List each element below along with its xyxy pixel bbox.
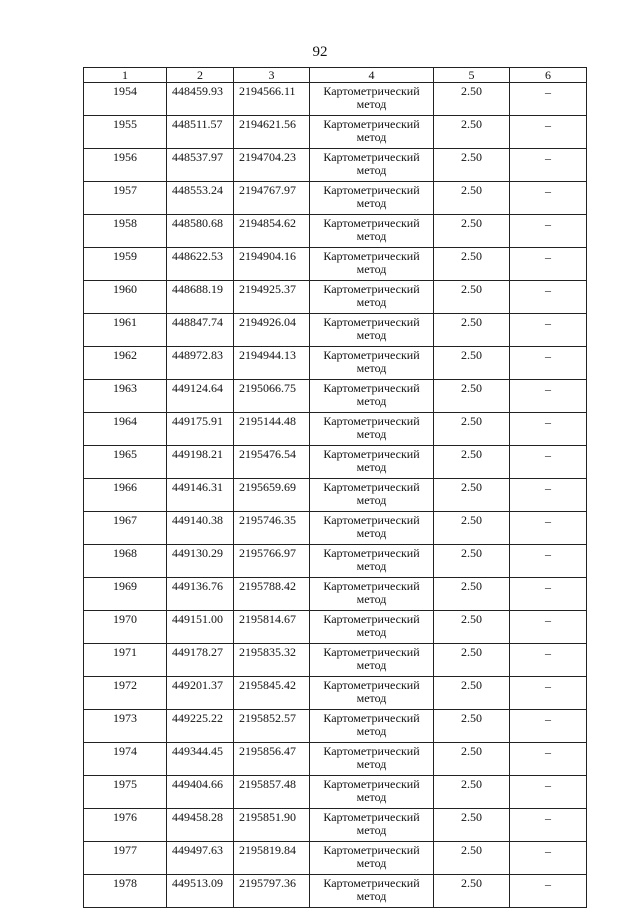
- x-coordinate-cell: 449151.00: [167, 611, 234, 644]
- table-row: [84, 611, 587, 644]
- y-coordinate-cell: 2194566.11: [234, 83, 310, 116]
- table-row: [84, 347, 587, 380]
- note-cell: –: [510, 611, 587, 644]
- method-cell: Картометрический метод: [310, 413, 434, 446]
- accuracy-cell: 2.50: [434, 776, 510, 809]
- header-cell-5: 5: [434, 68, 510, 83]
- accuracy-cell: 2.50: [434, 281, 510, 314]
- header-cell-6: 6: [510, 68, 587, 83]
- accuracy-cell: 2.50: [434, 248, 510, 281]
- accuracy-cell: 2.50: [434, 611, 510, 644]
- accuracy-cell: 2.50: [434, 842, 510, 875]
- coordinates-table: [83, 67, 587, 908]
- x-coordinate-cell: 449497.63: [167, 842, 234, 875]
- method-cell: Картометрический метод: [310, 677, 434, 710]
- y-coordinate-cell: 2194944.13: [234, 347, 310, 380]
- note-cell: –: [510, 809, 587, 842]
- point-number-cell: 1978: [84, 875, 167, 908]
- y-coordinate-cell: 2195797.36: [234, 875, 310, 908]
- x-coordinate-cell: 448622.53: [167, 248, 234, 281]
- point-number-cell: 1966: [84, 479, 167, 512]
- y-coordinate-cell: 2195851.90: [234, 809, 310, 842]
- header-cell-4: 4: [310, 68, 434, 83]
- note-cell: –: [510, 677, 587, 710]
- x-coordinate-cell: 449225.22: [167, 710, 234, 743]
- point-number-cell: 1971: [84, 644, 167, 677]
- x-coordinate-cell: 448688.19: [167, 281, 234, 314]
- accuracy-cell: 2.50: [434, 479, 510, 512]
- x-coordinate-cell: 449458.28: [167, 809, 234, 842]
- note-cell: –: [510, 413, 587, 446]
- x-coordinate-cell: 448553.24: [167, 182, 234, 215]
- method-cell: Картометрический метод: [310, 776, 434, 809]
- accuracy-cell: 2.50: [434, 512, 510, 545]
- y-coordinate-cell: 2195659.69: [234, 479, 310, 512]
- note-cell: –: [510, 644, 587, 677]
- note-cell: –: [510, 215, 587, 248]
- x-coordinate-cell: 449140.38: [167, 512, 234, 545]
- method-cell: Картометрический метод: [310, 743, 434, 776]
- accuracy-cell: 2.50: [434, 545, 510, 578]
- point-number-cell: 1957: [84, 182, 167, 215]
- point-number-cell: 1961: [84, 314, 167, 347]
- header-cell-3: 3: [234, 68, 310, 83]
- table-header: [84, 68, 587, 83]
- point-number-cell: 1968: [84, 545, 167, 578]
- point-number-cell: 1955: [84, 116, 167, 149]
- note-cell: –: [510, 446, 587, 479]
- accuracy-cell: 2.50: [434, 413, 510, 446]
- y-coordinate-cell: 2195746.35: [234, 512, 310, 545]
- note-cell: –: [510, 314, 587, 347]
- point-number-cell: 1963: [84, 380, 167, 413]
- x-coordinate-cell: 448972.83: [167, 347, 234, 380]
- x-coordinate-cell: 448847.74: [167, 314, 234, 347]
- point-number-cell: 1970: [84, 611, 167, 644]
- method-cell: Картометрический метод: [310, 710, 434, 743]
- y-coordinate-cell: 2194904.16: [234, 248, 310, 281]
- table-row: [84, 413, 587, 446]
- note-cell: –: [510, 281, 587, 314]
- table-row: [84, 116, 587, 149]
- table-row: [84, 182, 587, 215]
- x-coordinate-cell: 449513.09: [167, 875, 234, 908]
- method-cell: Картометрический метод: [310, 380, 434, 413]
- x-coordinate-cell: 449178.27: [167, 644, 234, 677]
- x-coordinate-cell: 449175.91: [167, 413, 234, 446]
- x-coordinate-cell: 448537.97: [167, 149, 234, 182]
- method-cell: Картометрический метод: [310, 248, 434, 281]
- table-row: [84, 314, 587, 347]
- table-row: [84, 281, 587, 314]
- note-cell: –: [510, 875, 587, 908]
- accuracy-cell: 2.50: [434, 578, 510, 611]
- accuracy-cell: 2.50: [434, 644, 510, 677]
- point-number-cell: 1976: [84, 809, 167, 842]
- point-number-cell: 1954: [84, 83, 167, 116]
- accuracy-cell: 2.50: [434, 446, 510, 479]
- point-number-cell: 1960: [84, 281, 167, 314]
- y-coordinate-cell: 2195852.57: [234, 710, 310, 743]
- table-row: [84, 479, 587, 512]
- x-coordinate-cell: 449136.76: [167, 578, 234, 611]
- y-coordinate-cell: 2195856.47: [234, 743, 310, 776]
- accuracy-cell: 2.50: [434, 215, 510, 248]
- note-cell: –: [510, 347, 587, 380]
- y-coordinate-cell: 2194926.04: [234, 314, 310, 347]
- table-row: [84, 710, 587, 743]
- accuracy-cell: 2.50: [434, 710, 510, 743]
- x-coordinate-cell: 449124.64: [167, 380, 234, 413]
- method-cell: Картометрический метод: [310, 347, 434, 380]
- table-row: [84, 83, 587, 116]
- accuracy-cell: 2.50: [434, 743, 510, 776]
- table-row: [84, 776, 587, 809]
- accuracy-cell: 2.50: [434, 347, 510, 380]
- table-row: [84, 875, 587, 908]
- x-coordinate-cell: 448511.57: [167, 116, 234, 149]
- x-coordinate-cell: 449146.31: [167, 479, 234, 512]
- method-cell: Картометрический метод: [310, 479, 434, 512]
- method-cell: Картометрический метод: [310, 83, 434, 116]
- x-coordinate-cell: 449201.37: [167, 677, 234, 710]
- note-cell: –: [510, 479, 587, 512]
- page-number: 92: [312, 44, 328, 60]
- note-cell: –: [510, 578, 587, 611]
- point-number-cell: 1974: [84, 743, 167, 776]
- note-cell: –: [510, 776, 587, 809]
- x-coordinate-cell: 448459.93: [167, 83, 234, 116]
- point-number-cell: 1959: [84, 248, 167, 281]
- table-row: [84, 842, 587, 875]
- method-cell: Картометрический метод: [310, 116, 434, 149]
- header-row: [84, 68, 587, 83]
- method-cell: Картометрический метод: [310, 512, 434, 545]
- table-body: [84, 83, 587, 908]
- y-coordinate-cell: 2195845.42: [234, 677, 310, 710]
- y-coordinate-cell: 2195066.75: [234, 380, 310, 413]
- point-number-cell: 1958: [84, 215, 167, 248]
- method-cell: Картометрический метод: [310, 149, 434, 182]
- method-cell: Картометрический метод: [310, 182, 434, 215]
- method-cell: Картометрический метод: [310, 611, 434, 644]
- point-number-cell: 1967: [84, 512, 167, 545]
- x-coordinate-cell: 449344.45: [167, 743, 234, 776]
- y-coordinate-cell: 2195788.42: [234, 578, 310, 611]
- table-row: [84, 215, 587, 248]
- y-coordinate-cell: 2194925.37: [234, 281, 310, 314]
- point-number-cell: 1965: [84, 446, 167, 479]
- note-cell: –: [510, 545, 587, 578]
- accuracy-cell: 2.50: [434, 875, 510, 908]
- note-cell: –: [510, 710, 587, 743]
- note-cell: –: [510, 116, 587, 149]
- header-cell-1: 1: [84, 68, 167, 83]
- point-number-cell: 1975: [84, 776, 167, 809]
- table-row: [84, 644, 587, 677]
- x-coordinate-cell: 449130.29: [167, 545, 234, 578]
- accuracy-cell: 2.50: [434, 149, 510, 182]
- y-coordinate-cell: 2194704.23: [234, 149, 310, 182]
- note-cell: –: [510, 83, 587, 116]
- y-coordinate-cell: 2195766.97: [234, 545, 310, 578]
- table-row: [84, 743, 587, 776]
- note-cell: –: [510, 743, 587, 776]
- point-number-cell: 1956: [84, 149, 167, 182]
- table-row: [84, 809, 587, 842]
- method-cell: Картометрический метод: [310, 875, 434, 908]
- y-coordinate-cell: 2195857.48: [234, 776, 310, 809]
- point-number-cell: 1969: [84, 578, 167, 611]
- method-cell: Картометрический метод: [310, 545, 434, 578]
- table-row: [84, 677, 587, 710]
- note-cell: –: [510, 149, 587, 182]
- y-coordinate-cell: 2195835.32: [234, 644, 310, 677]
- accuracy-cell: 2.50: [434, 809, 510, 842]
- accuracy-cell: 2.50: [434, 182, 510, 215]
- note-cell: –: [510, 842, 587, 875]
- y-coordinate-cell: 2195819.84: [234, 842, 310, 875]
- x-coordinate-cell: 449198.21: [167, 446, 234, 479]
- note-cell: –: [510, 248, 587, 281]
- method-cell: Картометрический метод: [310, 215, 434, 248]
- note-cell: –: [510, 512, 587, 545]
- x-coordinate-cell: 448580.68: [167, 215, 234, 248]
- table-row: [84, 149, 587, 182]
- point-number-cell: 1977: [84, 842, 167, 875]
- y-coordinate-cell: 2194621.56: [234, 116, 310, 149]
- note-cell: –: [510, 182, 587, 215]
- point-number-cell: 1964: [84, 413, 167, 446]
- header-cell-2: 2: [167, 68, 234, 83]
- y-coordinate-cell: 2195144.48: [234, 413, 310, 446]
- y-coordinate-cell: 2194767.97: [234, 182, 310, 215]
- method-cell: Картометрический метод: [310, 314, 434, 347]
- table-row: [84, 512, 587, 545]
- table-row: [84, 446, 587, 479]
- y-coordinate-cell: 2194854.62: [234, 215, 310, 248]
- accuracy-cell: 2.50: [434, 314, 510, 347]
- y-coordinate-cell: 2195814.67: [234, 611, 310, 644]
- accuracy-cell: 2.50: [434, 380, 510, 413]
- accuracy-cell: 2.50: [434, 83, 510, 116]
- accuracy-cell: 2.50: [434, 677, 510, 710]
- note-cell: –: [510, 380, 587, 413]
- point-number-cell: 1962: [84, 347, 167, 380]
- x-coordinate-cell: 449404.66: [167, 776, 234, 809]
- method-cell: Картометрический метод: [310, 281, 434, 314]
- point-number-cell: 1973: [84, 710, 167, 743]
- method-cell: Картометрический метод: [310, 578, 434, 611]
- method-cell: Картометрический метод: [310, 446, 434, 479]
- method-cell: Картометрический метод: [310, 842, 434, 875]
- method-cell: Картометрический метод: [310, 644, 434, 677]
- table-row: [84, 248, 587, 281]
- point-number-cell: 1972: [84, 677, 167, 710]
- method-cell: Картометрический метод: [310, 809, 434, 842]
- accuracy-cell: 2.50: [434, 116, 510, 149]
- table-row: [84, 380, 587, 413]
- table-row: [84, 578, 587, 611]
- y-coordinate-cell: 2195476.54: [234, 446, 310, 479]
- table-row: [84, 545, 587, 578]
